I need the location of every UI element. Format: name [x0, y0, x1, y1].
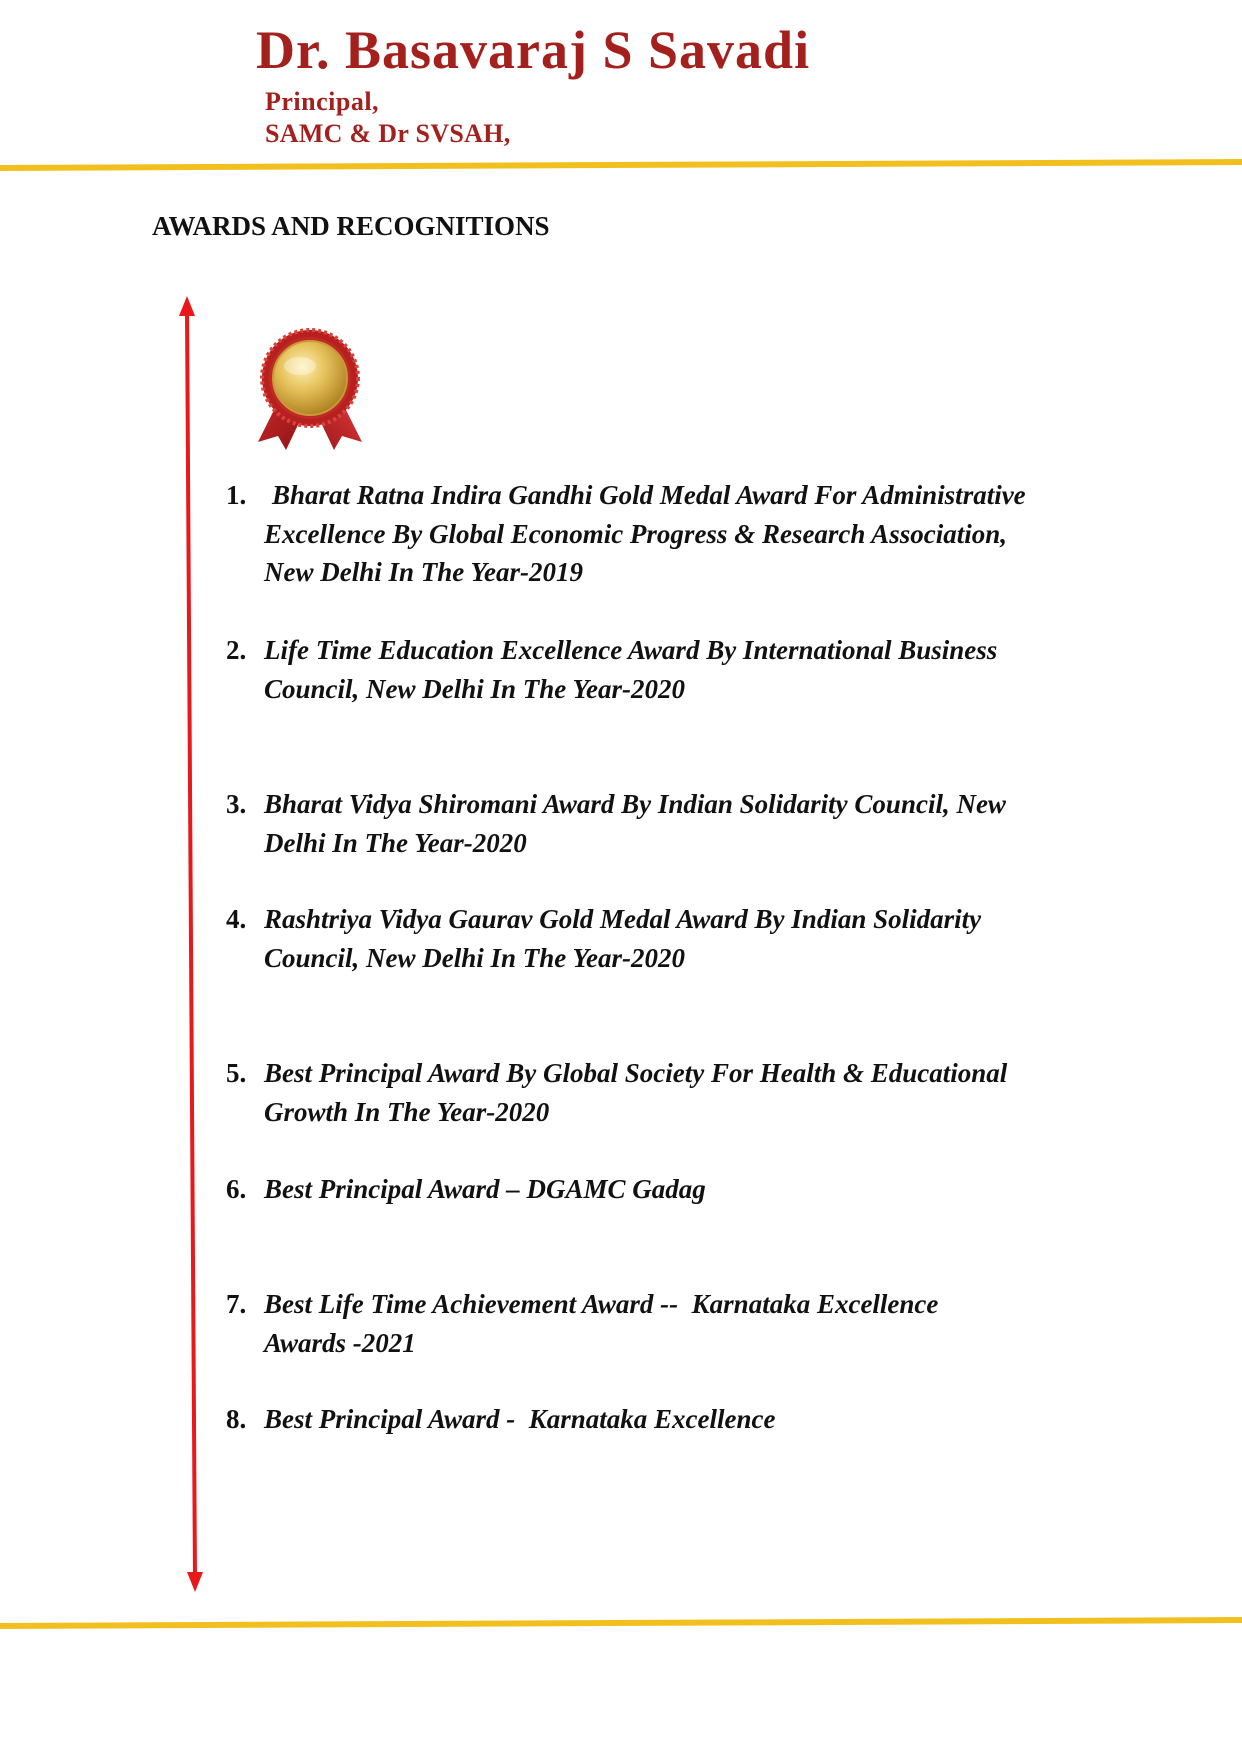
award-number: 5.: [226, 1058, 247, 1088]
award-text-line: Council, New Delhi In The Year-2020: [264, 673, 686, 704]
section-title: AWARDS AND RECOGNITIONS: [152, 211, 550, 241]
award-text-line: Best Principal Award – DGAMC Gadag: [264, 1174, 706, 1204]
award-text-line: Life Time Education Excellence Award By International Business: [264, 635, 998, 665]
award-number: 7.: [226, 1289, 247, 1319]
person-name: Dr. Basavaraj S Savadi: [256, 20, 811, 80]
award-number: 6.: [226, 1174, 247, 1204]
award-text-line: Delhi In The Year-2020: [264, 827, 527, 858]
person-institution: SAMC & Dr SVSAH,: [265, 119, 511, 148]
award-text-line: Bharat Ratna Indira Gandhi Gold Medal Award For Administrative: [272, 480, 1026, 510]
award-number: 2.: [226, 635, 247, 665]
award-number: 1.: [226, 480, 247, 510]
award-number: 8.: [226, 1404, 247, 1434]
award-text-line: Best Principal Award - Karnataka Excellence: [264, 1404, 776, 1434]
award-text-line: Rashtriya Vidya Gaurav Gold Medal Award By Indian Solidarity: [264, 904, 982, 934]
person-role: Principal,: [265, 87, 380, 116]
award-text-line: Best Life Time Achievement Award -- Karnataka Excellence: [264, 1289, 939, 1319]
award-text-line: Awards -2021: [264, 1327, 416, 1358]
award-text-line: Excellence By Global Economic Progress & Research Association,: [264, 518, 1007, 549]
award-text-line: Growth In The Year-2020: [264, 1096, 550, 1127]
award-text-line: Best Principal Award By Global Society For Health & Educational: [264, 1058, 1008, 1088]
award-number: 3.: [226, 789, 247, 819]
award-text-line: New Delhi In The Year-2019: [264, 557, 584, 587]
award-text-line: Council, New Delhi In The Year-2020: [264, 942, 686, 973]
award-text-line: Bharat Vidya Shiromani Award By Indian Solidarity Council, New: [264, 789, 1006, 819]
award-number: 4.: [226, 904, 247, 934]
